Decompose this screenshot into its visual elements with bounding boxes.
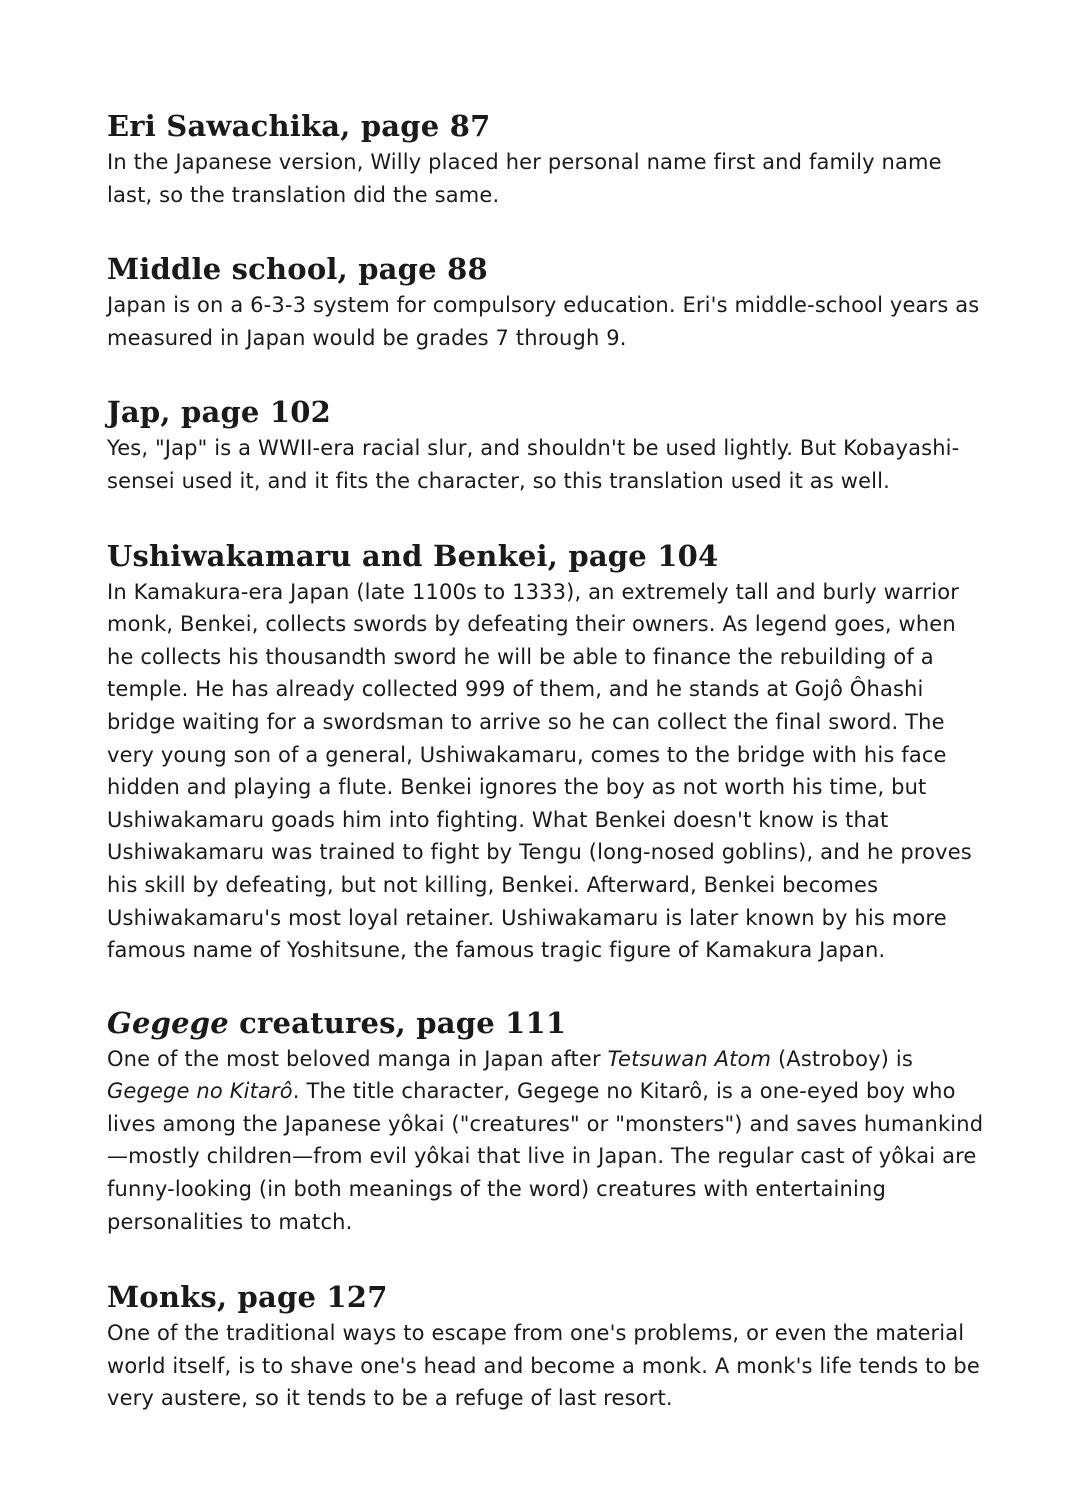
note-body-text: One of the most beloved manga in Japan after <box>107 1046 608 1071</box>
note-title-rest: creatures, page 111 <box>228 1005 567 1040</box>
note-body-text: . The title character, Gegege no Kitarô, is a one-eyed boy who lives among the Japanese yôkai ("creatures" or "monsters") and saves humankind—mostly children—from evil yôkai that live in Japan. The regular cast of yôkai are funny-looking (in both meanings of the word) creatures with entertaining personalities to match. <box>107 1079 984 1234</box>
note-title: Eri Sawachika, page 87 <box>107 109 491 143</box>
note-ushiwakamaru-benkei <box>107 536 987 967</box>
note-gegege-creatures <box>107 1003 987 1239</box>
note-middle-school <box>107 249 987 354</box>
note-title <box>107 1003 987 1043</box>
note-body <box>107 1043 987 1239</box>
note-title: Middle school, page 88 <box>107 252 488 287</box>
note-title: Monks, page 127 <box>107 1280 388 1315</box>
note-body: Japan is on a 6-3-3 system for compulsory education. Eri's middle-school years as measured in Japan would be grades 7 through 9. <box>107 293 980 350</box>
note-body: In the Japanese version, Willy placed her personal name first and family name last, so the translation did the same. <box>107 150 942 207</box>
note-title: Ushiwakamaru and Benkei, page 104 <box>107 538 719 573</box>
note-body: In Kamakura-era Japan (late 1100s to 1333), an extremely tall and burly warrior monk, Benkei, collects swords by defeating their owners. As legend goes, when he collects his thousandth sword he will be able to finance the rebuilding of a temple. He has already collected 999 of them, and he stands at Gojô Ôhashi bridge waiting for a swordsman to arrive so he can collect the final sword. The very young son of a general, Ushiwakamaru, comes to the bridge with his face hidden and playing a flute. Benkei ignores the boy as not worth his time, but Ushiwakamaru goads him into fighting. What Benkei doesn't know is that Ushiwakamaru was trained to fight by Tengu (long-nosed goblins), and he proves his skill by defeating, but not killing, Benkei. Afterward, Benkei becomes Ushiwakamaru's most loyal retainer. Ushiwakamaru is later known by his more famous name of Yoshitsune, the famous tragic figure of Kamakura Japan. <box>107 579 972 963</box>
note-title-italic: Gegege <box>107 1005 229 1040</box>
note-eri-sawachika <box>107 106 987 211</box>
note-body-text: (Astroboy) is <box>771 1046 913 1071</box>
note-body: One of the traditional ways to escape from one's problems, or even the material world itself, is to shave one's head and become a monk. A monk's life tends to be very austere, so it tends to be a refuge of last resort. <box>107 1321 980 1411</box>
note-body-italic: Gegege no Kitarô <box>107 1079 293 1104</box>
note-body: Yes, "Jap" is a WWII-era racial slur, and shouldn't be used lightly. But Kobayashi-sensei used it, and it fits the character, so this translation used it as well. <box>107 436 960 493</box>
note-body-italic: Tetsuwan Atom <box>607 1046 772 1071</box>
note-title: Jap, page 102 <box>107 395 332 430</box>
translation-notes-page <box>107 106 987 1415</box>
note-jap <box>107 392 987 497</box>
note-monks <box>107 1277 987 1415</box>
